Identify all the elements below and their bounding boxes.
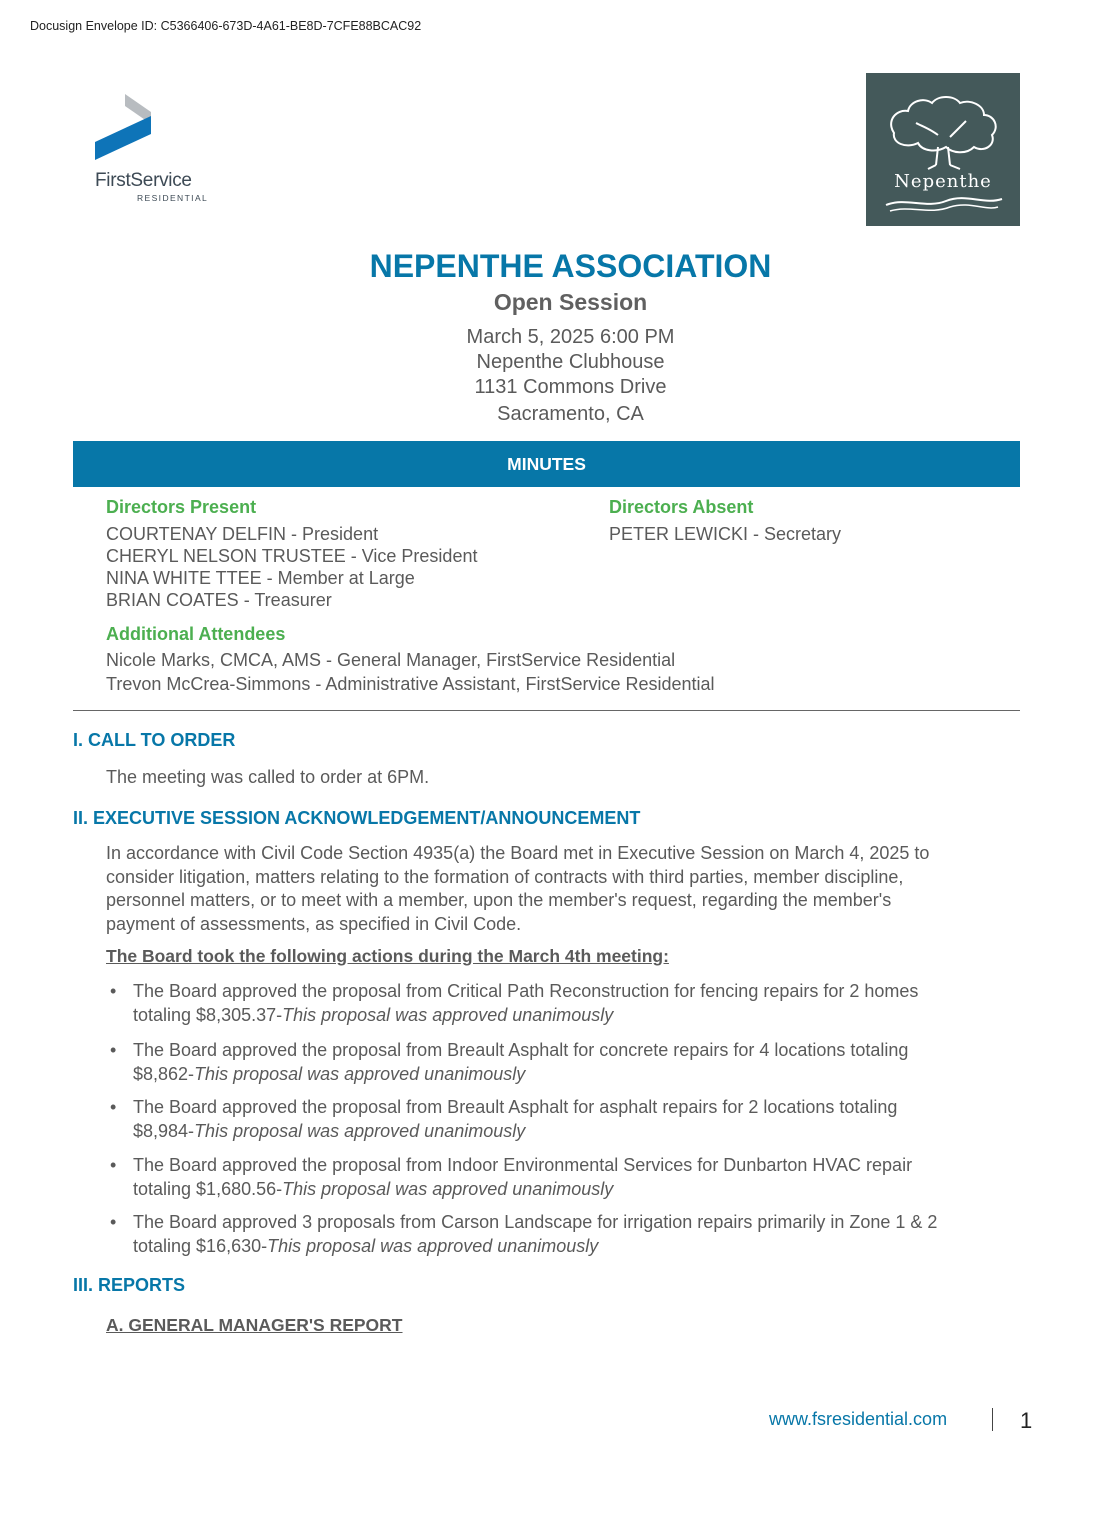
attendee-item: Nicole Marks, CMCA, AMS - General Manager, FirstService Residential — [106, 650, 676, 670]
bullet-icon: • — [110, 1040, 117, 1060]
director-present-item: COURTENAY DELFIN - President — [106, 524, 379, 544]
bullet-icon: • — [110, 1155, 117, 1175]
attendees-heading: Additional Attendees — [106, 624, 286, 644]
director-present-item: NINA WHITE TTEE - Member at Large — [106, 568, 415, 588]
bullet-icon: • — [110, 981, 117, 1001]
meeting-city: Sacramento, CA — [497, 403, 644, 425]
call-to-order-text: The meeting was called to order at 6PM. — [106, 767, 430, 787]
bullet-icon: • — [110, 1097, 117, 1117]
meeting-street: 1131 Commons Drive — [474, 376, 667, 398]
section-divider — [73, 710, 1020, 711]
actions-heading: The Board took the following actions during the March 4th meeting: — [106, 946, 669, 966]
nepenthe-wordmark: Nepenthe — [894, 171, 992, 192]
action-text: The Board approved the proposal from Indoor Environmental Services for Dunbarton HVAC repair — [133, 1155, 913, 1175]
action-amount: $8,984- — [133, 1120, 195, 1141]
directors-present-heading: Directors Present — [106, 497, 257, 517]
director-present-item: CHERYL NELSON TRUSTEE - Vice President — [106, 546, 478, 566]
executive-session-line: personnel matters, or to meet with a member, upon the member's request, regarding the member's — [106, 890, 892, 910]
oak-tree-icon — [866, 73, 1020, 226]
action-text: The Board approved the proposal from Critical Path Reconstruction for fencing repairs for 2 homes — [133, 981, 919, 1001]
meeting-datetime: March 5, 2025 6:00 PM — [466, 326, 675, 348]
executive-session-line: payment of assessments, as specified in Civil Code. — [106, 913, 522, 934]
footer-separator — [992, 1408, 993, 1431]
executive-session-line: In accordance with Civil Code Section 4935(a) the Board met in Executive Session on March 4, 2025 to — [106, 843, 930, 863]
gm-report-heading: A. GENERAL MANAGER'S REPORT — [106, 1315, 403, 1335]
page-number: 1 — [1020, 1408, 1033, 1433]
action-amount: totaling $8,305.37- — [133, 1004, 283, 1025]
attendee-item: Trevon McCrea-Simmons - Administrative Assistant, FirstService Residential — [106, 674, 715, 694]
executive-session-heading: II. EXECUTIVE SESSION ACKNOWLEDGEMENT/ANNOUNCEMENT — [73, 808, 641, 828]
firstservice-mark-icon — [93, 94, 153, 162]
action-text: The Board approved the proposal from Breault Asphalt for concrete repairs for 4 locations totaling — [133, 1040, 909, 1060]
director-present-item: BRIAN COATES - Treasurer — [106, 590, 332, 610]
envelope-id: Docusign Envelope ID: C5366406-673D-4A61-BE8D-7CFE88BCAC92 — [30, 19, 422, 33]
action-amount: totaling $1,680.56- — [133, 1178, 283, 1199]
session-type: Open Session — [493, 289, 648, 315]
nepenthe-logo — [866, 73, 1020, 226]
action-note: This proposal was approved unanimously — [282, 1178, 614, 1199]
executive-session-line: consider litigation, matters relating to the formation of contracts with third parties, member discipline, — [106, 866, 904, 887]
action-text: The Board approved 3 proposals from Carson Landscape for irrigation repairs primarily in Zone 1 & 2 — [133, 1212, 938, 1232]
action-note: This proposal was approved unanimously — [267, 1235, 599, 1256]
action-amount: $8,862- — [133, 1063, 195, 1084]
firstservice-name: FirstService — [95, 170, 192, 191]
action-note: This proposal was approved unanimously — [194, 1120, 526, 1141]
call-to-order-heading: I. CALL TO ORDER — [73, 730, 236, 750]
action-note: This proposal was approved unanimously — [194, 1063, 526, 1084]
firstservice-sub: RESIDENTIAL — [137, 193, 209, 203]
meeting-venue: Nepenthe Clubhouse — [476, 351, 665, 373]
firstservice-logo — [93, 94, 213, 206]
directors-absent-heading: Directors Absent — [609, 497, 754, 517]
director-absent-item: PETER LEWICKI - Secretary — [609, 524, 842, 544]
reports-heading: III. REPORTS — [73, 1275, 186, 1295]
executive-session-text — [106, 842, 1016, 936]
action-text: The Board approved the proposal from Breault Asphalt for asphalt repairs for 2 locations totaling — [133, 1097, 898, 1117]
action-note: This proposal was approved unanimously — [282, 1004, 614, 1025]
minutes-banner: MINUTES — [73, 441, 1020, 487]
bullet-icon: • — [110, 1212, 117, 1232]
action-amount: totaling $16,630- — [133, 1235, 268, 1256]
footer-website-link[interactable]: www.fsresidential.com — [769, 1409, 948, 1429]
association-title: NEPENTHE ASSOCIATION — [369, 248, 772, 284]
